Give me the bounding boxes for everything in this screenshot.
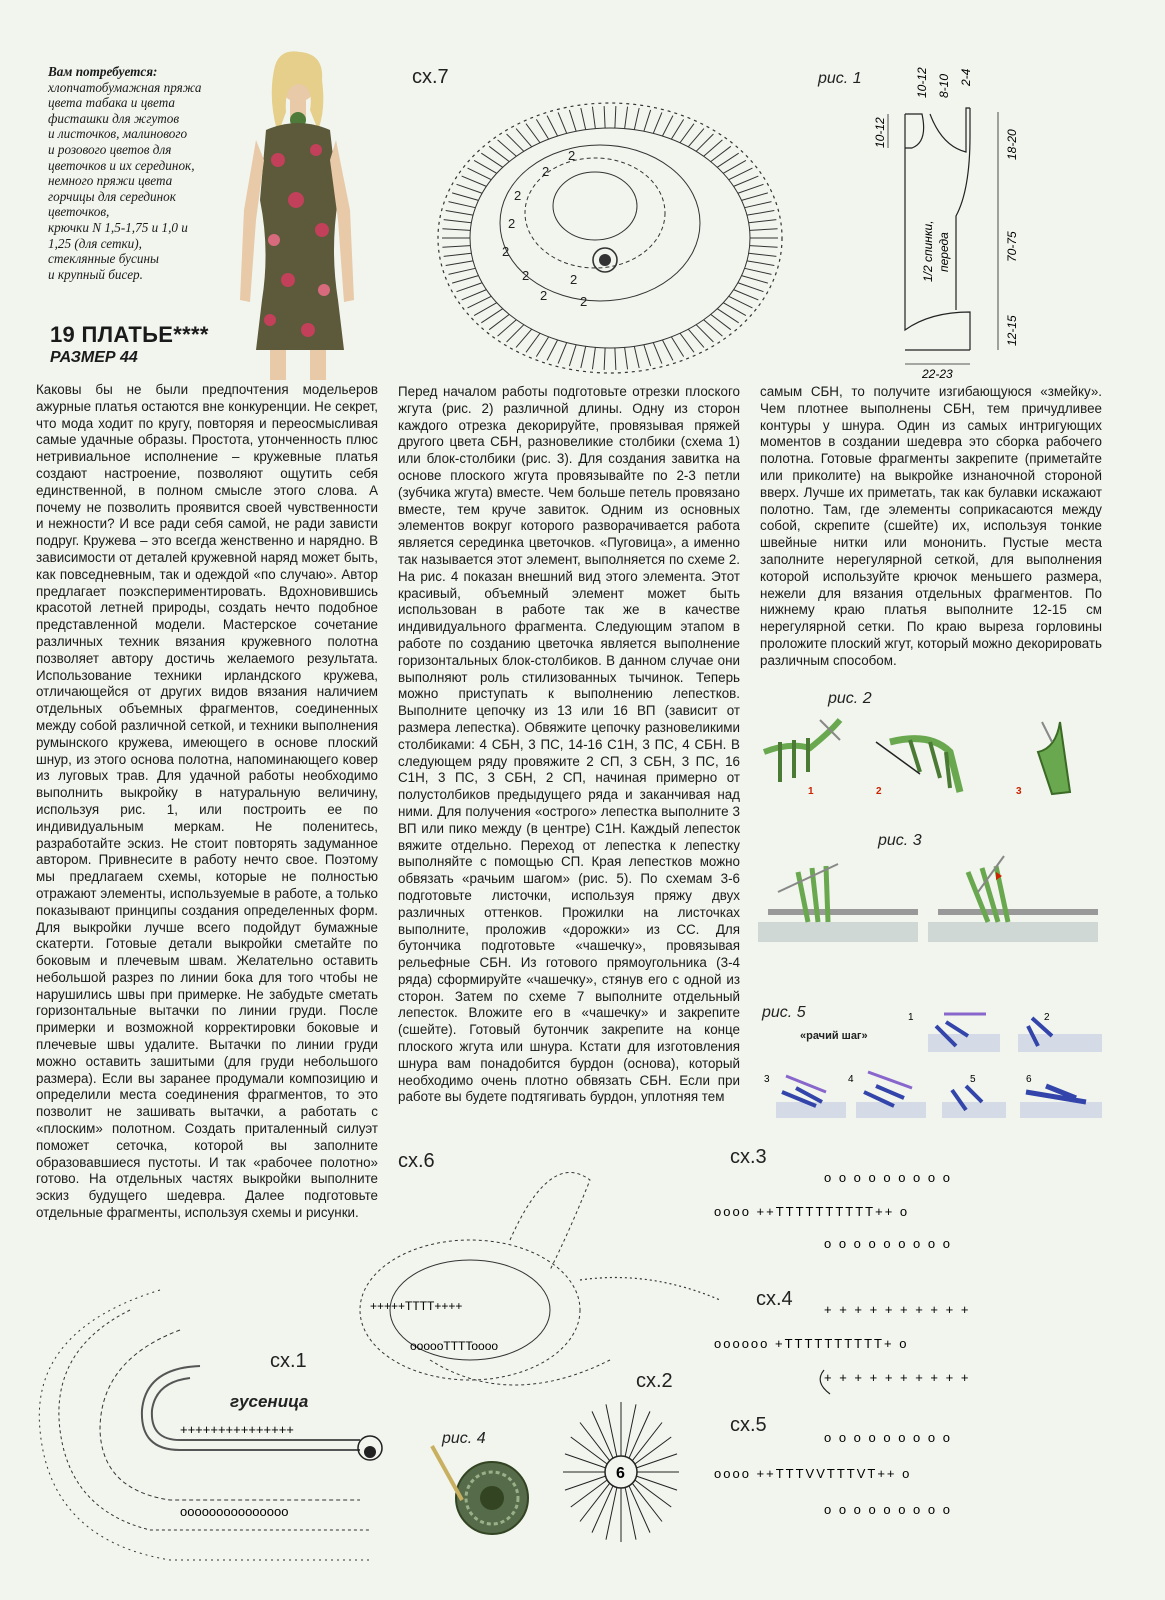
stitch-ray: [717, 309, 738, 323]
sx5-chart: [714, 1420, 1104, 1530]
stitch-ray: [565, 1454, 606, 1468]
stitch-ray: [671, 119, 683, 139]
ris2-illustration: [760, 712, 1105, 807]
size-label: РАЗМЕР 44: [50, 349, 138, 366]
stitch-ray: [750, 246, 778, 248]
sx7-mark: 2: [508, 216, 516, 231]
ris1-dim: 2-4: [959, 68, 973, 86]
ris5-step: 6: [1026, 1074, 1032, 1085]
ris1-dim: 12-15: [1005, 315, 1019, 346]
sx7-mark: 2: [568, 148, 576, 163]
stitch-ray: [536, 337, 548, 357]
supplies-line: и листочков, малинового: [48, 126, 188, 142]
stitch-ray: [526, 333, 540, 352]
supplies-lead: Вам потребуется:: [48, 64, 158, 79]
sx7-chart: [430, 88, 790, 378]
sx3-label: сх.3: [730, 1146, 767, 1168]
stitch-ray: [729, 296, 753, 308]
stitch-ray: [452, 193, 478, 201]
ris2-label: рис. 2: [828, 690, 872, 707]
stitch-ray: [742, 193, 768, 201]
sx2-center: 6: [616, 1465, 625, 1482]
supplies-line: хлопчатобумажная пряжа: [48, 79, 202, 95]
supplies-line: горчицы для серединок: [48, 188, 176, 204]
sx2-chart: [556, 1392, 686, 1562]
stitch-ray: [625, 347, 628, 369]
stitch-ray: [644, 345, 651, 366]
stitch-ray: [749, 253, 777, 256]
stitch-ray: [569, 345, 576, 366]
stitch-ray: [444, 253, 472, 256]
sx6-label: сх.6: [398, 1150, 435, 1172]
ris5-step: 4: [848, 1074, 854, 1085]
stitch-ray: [634, 108, 639, 130]
ris1-dim: 70-75: [1005, 231, 1019, 262]
stitch-ray: [688, 329, 704, 347]
sx2-label: сх.2: [636, 1370, 673, 1392]
stitch-ray: [745, 202, 772, 208]
sx6-chart: [350, 1150, 740, 1420]
stitch-ray: [462, 176, 487, 186]
supplies-line: 1,25 (для сетки),: [48, 235, 142, 251]
stitch-ray: [498, 320, 517, 336]
chart-symbols: ooooooooooooooo: [180, 1504, 289, 1519]
sx3-chart: [714, 1160, 1104, 1256]
ris5-step: 5: [970, 1074, 976, 1085]
ris1-caption: переда: [937, 232, 951, 272]
stitch-ray: [680, 333, 694, 352]
stitch-ray: [446, 211, 473, 216]
stitch-ray: [653, 343, 662, 364]
stitch-ray: [738, 184, 764, 193]
ris5-illustration: [756, 1006, 1106, 1126]
stitch-ray: [696, 325, 713, 342]
ris1-dim: 8-10: [937, 73, 951, 98]
ris4-illustration: [426, 1440, 546, 1540]
ris5-step: 3: [764, 1074, 770, 1085]
stitch-ray: [636, 1454, 677, 1468]
stitch-ray: [536, 119, 548, 139]
sx7-mark: 2: [570, 272, 578, 287]
stitch-ray: [507, 134, 524, 151]
sx7-mark: 2: [502, 244, 510, 259]
stitch-ray: [696, 134, 713, 151]
stitch-ray: [449, 202, 476, 208]
supplies-line: крючки N 1,5-1,75 и 1,0 и: [48, 219, 188, 235]
stitch-ray: [468, 168, 492, 180]
stitch-ray: [457, 283, 483, 292]
stitch-ray: [592, 107, 595, 129]
chart-symbols: + + + + + + + + + +: [824, 1302, 971, 1317]
chart-symbols: oooo ++TTTTTTTTTT++ o: [714, 1204, 910, 1219]
sx7-label: сх.7: [412, 66, 449, 88]
text-column-1: [36, 382, 378, 1222]
sx7-mark: 2: [580, 294, 588, 309]
ris2-step: 2: [876, 786, 882, 797]
stitch-ray: [457, 184, 483, 193]
ris1-dim: 22-23: [922, 367, 953, 380]
supplies-line: и крупный бисер.: [48, 266, 143, 282]
supplies-line: цветочков,: [48, 204, 110, 220]
stitch-ray: [489, 146, 509, 161]
stitch-ray: [738, 283, 764, 292]
stitch-ray: [662, 340, 672, 360]
stitch-ray: [606, 1404, 617, 1456]
stitch-ray: [558, 343, 567, 364]
paragraph: Каковы бы не были предпочтения модельеров ажурные платья остаются вне конкуренции. Не секрет, что мода ходит по кругу, повторяя и переосмысливая самые удачные образы. Простота, утонченность плюс нетривиальное исполнение – кружевные платья создают настроение, позволяют ощутить себя единственной, в полном смысле этого слова. А почему не позволить проявится своей чувственности и нежности? И все ради себя самой, не ради зависти подруг. Кружева – это всегда женственно и нарядно. В зависимости от деталей кружевной наряд может быть, как повседневным, так и одеждой «по случаю». Автор предлагает поэкспериментировать. Вдохновившись красотой летней природы, создать нечто подобное представленной модели. Мастерское сочетание различных техник вязания кружевного полотна позволяет автору достичь желаемого результата. Использование техники ирландского кружева, отличающейся от других видов вязания наличием отдельных объемных фрагментов, соединенных между собой различной сеткой, и техники выполнения румынского кружева, имеющего в основе плоский шнур, из этого основа полотна, напоминающего ковер из луговых трав. Для удачной работы необходимо выполнить выкройку в натуральную величину, используя рис. 1, или построить ее по индивидуальным меркам. Не поленитесь, разработайте эскиз. Не стоит повторять задуманное автором. Привнесите в работу нечто свое. Поэтому мы предлагаем схемы, которые не полностью отражают элементы, используемые в работе, а только показывают принципы создания определенных форм. Для выкройки лучше всего подойдут бумажные скатерти. Готовые детали выкройки сметайте по боковым и плечевым швам. Желательно оставить небольшой разрез по линии бока для того чтобы не нарушились швы при примерке. Не забудьте сметать горизонтальные вытачки по линии груди. После примерки и возможной корректировки боковые и плечевые швы удалите. Вытачки по линии груди можно оставить зашитыми (для груди небольшого размера). Если вы заранее продумали композицию и определили места соединения фрагментов, то это позволит не зашивать вытачки, а работать с «плоским» полотном. Создать приталенный силуэт поможет сеточка, которой вы заполните образовавшиеся пустоты. И так «рабочее полотно» готово. На отдельных частях выкройки выполните эскиз будущего шедевра. Далее подготовьте отдельные фрагменты, используя схемы и рисунки.: [36, 382, 378, 1221]
stitch-ray: [711, 314, 731, 329]
stitch-ray: [462, 290, 487, 300]
ris5-step: 2: [1044, 1012, 1050, 1023]
stitch-ray: [444, 220, 472, 223]
stitch-ray: [581, 346, 586, 368]
chart-symbols: o o o o o o o o o: [824, 1502, 952, 1517]
stitch-ray: [507, 325, 524, 342]
ris2-step: 1: [808, 786, 814, 797]
ris1-pattern: [830, 50, 1050, 380]
sx4-chart: [714, 1296, 1104, 1400]
model-photo: [226, 50, 366, 380]
text-column-3: [760, 384, 1102, 670]
supplies-block: [48, 64, 248, 282]
stitch-ray: [688, 129, 704, 147]
stitch-ray: [729, 168, 753, 180]
chart-symbols: o o o o o o o o o: [824, 1236, 952, 1251]
stitch-ray: [547, 340, 557, 360]
stitch-ray: [704, 140, 723, 156]
ris1-dim: 18-20: [1005, 129, 1019, 160]
stitch-ray: [449, 268, 476, 274]
ris1-label: рис. 1: [818, 70, 862, 87]
crab-step-label: «рачий шаг»: [800, 1030, 868, 1042]
sx7-mark: 2: [522, 268, 530, 283]
stitch-ray: [615, 348, 616, 370]
stitch-ray: [747, 261, 774, 266]
stitch-ray: [442, 246, 470, 248]
chart-symbols: o o o o o o o o o: [824, 1430, 952, 1445]
chart-symbols: +++++TTTT++++: [370, 1299, 463, 1313]
text-column-2: [398, 384, 740, 1106]
chart-symbols: oooo ++TTTVVTTTVT++ o: [714, 1466, 912, 1481]
chart-symbols: oooooo +TTTTTTTTTT+ o: [714, 1336, 909, 1351]
stitch-ray: [625, 1487, 636, 1539]
stitch-ray: [498, 140, 517, 156]
supplies-line: цвета табака и цвета: [48, 95, 175, 111]
stitch-ray: [516, 329, 532, 347]
stitch-ray: [742, 276, 768, 284]
stitch-ray: [569, 110, 576, 131]
sx4-label: сх.4: [756, 1288, 793, 1310]
stitch-ray: [481, 309, 502, 323]
sx7-mark: 2: [514, 188, 522, 203]
stitch-ray: [565, 1476, 606, 1490]
ris3-label: рис. 3: [878, 832, 922, 849]
sx7-mark: 2: [542, 164, 550, 179]
ris4-label: рис. 4: [442, 1430, 486, 1447]
stitch-ray: [723, 160, 746, 173]
sx1-chart: [30, 1270, 390, 1580]
stitch-ray: [604, 106, 605, 128]
stitch-ray: [481, 153, 502, 167]
ris5-label: рис. 5: [762, 1004, 806, 1021]
stitch-ray: [704, 320, 723, 336]
stitch-ray: [474, 160, 497, 173]
stitch-ray: [662, 116, 672, 136]
paragraph: самым СБН, то получите изгибающуюся «змейку». Чем плотнее выполнены СБН, тем причудливее контуры у шнура. Один из самых интригующих моментов в создании шедевра это сборка рабочего полотна. Готовые фрагменты закрепите (приметайте или приколите) на выкройке изнаночной стороной вверх. Лучше их приметать, так как булавки искажают полотно. Там, где элементы соприкасаются между собой, скрепите (сшейте) их, используя тонкие швейные нитки или мононить. Пустые места заполните нерегулярной сеткой, для выполнения которой используйте крючок меньшего размера, нежели для вязания отдельных фрагментов. По нижнему краю платья выполните 12-15 см нерегулярной сетки. По краю выреза горловины проложите плоский жгут, который можно декорировать различным способом.: [760, 384, 1102, 668]
stitch-ray: [671, 337, 683, 357]
stitch-ray: [734, 290, 759, 300]
stitch-ray: [750, 229, 778, 231]
stitch-ray: [680, 124, 694, 143]
stitch-ray: [516, 129, 532, 147]
chart-symbols: oooooTTTToooo: [410, 1339, 499, 1353]
stitch-ray: [581, 108, 586, 130]
stitch-ray: [636, 1476, 677, 1490]
stitch-ray: [723, 303, 746, 316]
stitch-ray: [604, 348, 605, 370]
title-block: [50, 322, 209, 367]
stitch-ray: [625, 1404, 636, 1456]
stitch-ray: [734, 176, 759, 186]
supplies-line: цветочков и их серединок,: [48, 157, 195, 173]
stitch-ray: [644, 110, 651, 131]
stitch-ray: [452, 276, 478, 284]
supplies-line: и розового цветов для: [48, 141, 172, 157]
stitch-ray: [592, 347, 595, 369]
caterpillar-label: гусеница: [230, 1392, 309, 1411]
stitch-ray: [615, 106, 616, 128]
stitch-ray: [717, 153, 738, 167]
sx7-mark: 2: [540, 288, 548, 303]
sx1-label: сх.1: [270, 1350, 307, 1372]
sx5-label: сх.5: [730, 1414, 767, 1436]
page-title: 19 ПЛАТЬЕ****: [50, 322, 209, 347]
ris5-step: 1: [908, 1012, 914, 1023]
ris2-step: 3: [1016, 786, 1022, 797]
supplies-line: фисташки для жгутов: [48, 110, 180, 126]
stitch-ray: [489, 314, 509, 329]
stitch-ray: [446, 261, 473, 266]
stitch-ray: [745, 268, 772, 274]
ris1-dim: 10-12: [873, 117, 887, 148]
supplies-line: стеклянные бусины: [48, 251, 159, 267]
chart-symbols: +++++++++++++++: [180, 1422, 294, 1437]
stitch-ray: [547, 116, 557, 136]
supplies-line: немного пряжи цвета: [48, 173, 173, 189]
stitch-ray: [711, 146, 731, 161]
stitch-ray: [653, 112, 662, 133]
chart-symbols: o o o o o o o o o: [824, 1170, 952, 1185]
stitch-ray: [474, 303, 497, 316]
stitch-ray: [606, 1487, 617, 1539]
stitch-ray: [634, 346, 639, 368]
stitch-ray: [558, 112, 567, 133]
stitch-ray: [747, 211, 774, 216]
stitch-ray: [442, 229, 470, 231]
ris3-illustration: [758, 852, 1103, 948]
stitch-ray: [749, 220, 777, 223]
ris1-dim: 10-12: [915, 67, 929, 98]
stitch-ray: [468, 296, 492, 308]
stitch-ray: [526, 124, 540, 143]
paragraph: Перед началом работы подготовьте отрезки плоского жгута (рис. 2) различной длины. Одну из сторон каждого отрезка декорируйте, провязывая пряжей другого цвета СБН, разновеликие столбики (схема 1) или блок-столбики (рис. 3). Для создания завитка на основе плоского жгута провязывайте по 2-3 петли (зубчика жгута) вместе. Чем больше петель провязано вместе, тем круче завиток. Одним из основных элементов вокруг которого разворачивается работа является серединка цветочков. «Пуговица», а именно так называется этот элемент, выполняется по схеме 2. На рис. 4 показан внешний вид этого элемента. Этот красивый, объемный элемент может быть использован в работе так же в качестве индивидуального фрагмента. Следующим этапом в работе по созданию цветочка является выполнение горизонтальных блок-столбиков. В данном случае они выполняют роль стилизованных тычинок. Теперь можно приступать к выполнению лепестков. Выполните цепочку из 13 или 16 ВП (зависит от размера лепестка). Обвяжите цепочку разновеликими столбиками: 4 СБН, 3 ПС, 14-16 С1Н, 3 ПС, 4 СБН. В следующем ряду провяжите 2 СП, 3 СБН, 3 ПС, 16 С1Н, 3 ПС, 3 СБН, 2 СП, начиная примерно от полустолбиков предыдущего ряда и заканчивая над ними. Для получения «острого» лепестка выполните 3 ВП или пико между (в центре) С1Н. Каждый лепесток вяжите отдельно. Переход от лепестка к лепестку выполняйте с помощью СП. Края лепестков можно обвязать «рачьим шагом» (рис. 5). По схемам 3-6 подготовьте листочки, используя пряжу двух различных оттенков. Прожилки на листочках выполните, проложив «дорожки» из СС. Для бутончика подготовьте «чашечку», провязывая рельефные СБН. Из готового прямоугольника (3-4 ряда) сформируйте «чашечку», стянув его с одной из сторон. Затем по схеме 7 выполните отдельный лепесток. Вложите его в «чашечку» и закрепите (сшейте). Готовый бутончик закрепите на конце плоского жгута или шнура. Кстати для изготовления шнура вам понадобится бурдон (основа), который необходимо очень плотно обвязать СБН. Если при работе вы будете подтягивать бурдон, уплотняя тем: [398, 384, 740, 1105]
stitch-ray: [625, 107, 628, 129]
ris1-caption: 1/2 спинки,: [921, 220, 935, 282]
chart-symbols: + + + + + + + + + +: [824, 1370, 971, 1385]
